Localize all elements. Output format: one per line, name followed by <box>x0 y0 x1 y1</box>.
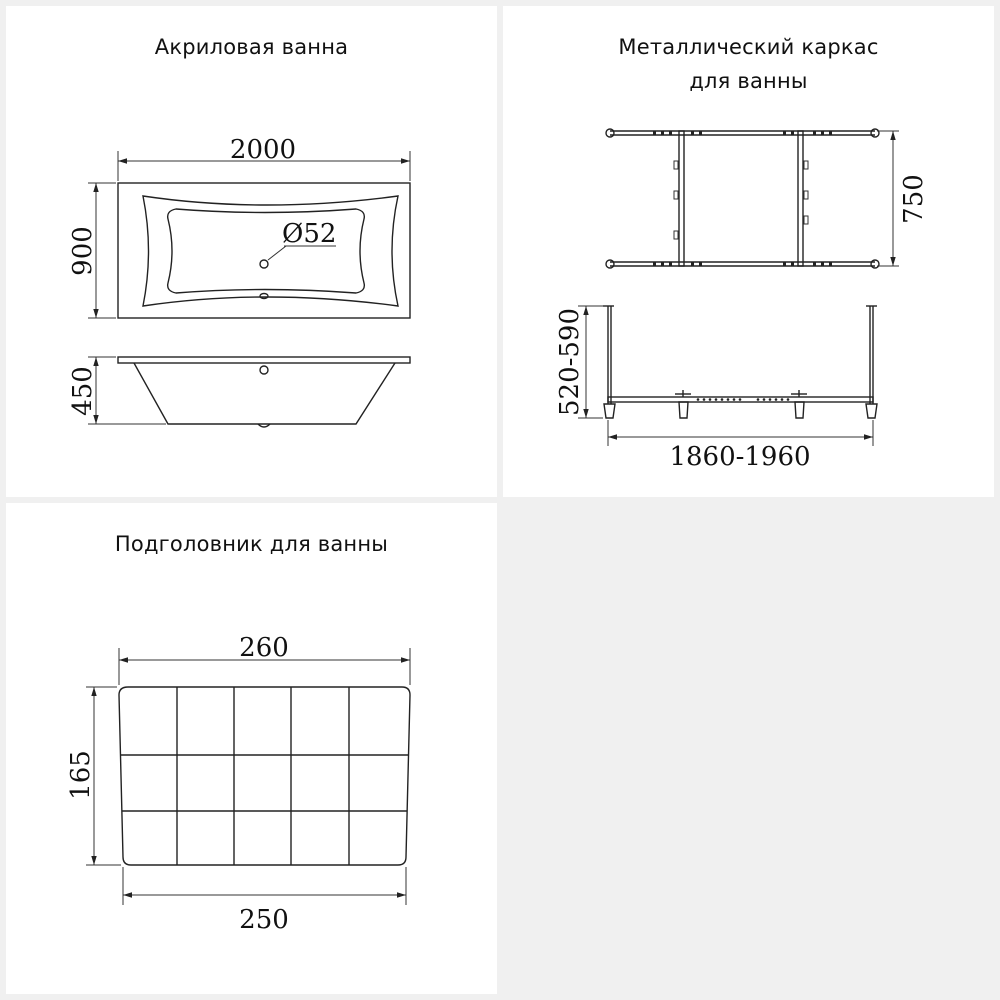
drain-icon <box>260 260 268 268</box>
frame-width-dimension: 750 <box>899 174 929 224</box>
headrest-drawing <box>6 503 497 994</box>
frame-drawing <box>503 6 994 497</box>
headrest-grid <box>121 687 408 865</box>
height-dimension: 450 <box>68 366 98 416</box>
headrest-outline <box>119 687 410 865</box>
bathtub-panel <box>6 6 497 497</box>
headrest-top-dimension: 260 <box>239 633 289 663</box>
frame-foot <box>795 402 804 418</box>
frame-height-dimension: 520-590 <box>555 307 585 417</box>
empty-panel <box>503 503 994 994</box>
frame-crossbar-right <box>798 131 803 266</box>
bathtub-side-body <box>134 363 395 424</box>
headrest-title: Подголовник для ванны <box>114 532 389 556</box>
crossbar-clips <box>674 161 808 239</box>
frame-crossbar-left <box>679 131 684 266</box>
rail-end-cap <box>871 129 879 137</box>
bathtub-drawing <box>6 6 497 497</box>
bathtub-side-rim <box>118 357 410 363</box>
rail-end-cap <box>871 260 879 268</box>
frame-title-line1: Металлический каркас <box>618 35 879 59</box>
headrest-bottom-dimension: 250 <box>239 905 289 935</box>
frame-panel <box>503 6 994 497</box>
overflow-icon <box>260 294 268 299</box>
rail-end-cap <box>606 129 614 137</box>
width-dimension: 900 <box>68 226 98 276</box>
side-overflow-icon <box>260 366 268 374</box>
frame-title-line2: для ванны <box>689 69 808 93</box>
frame-length-dimension: 1860-1960 <box>669 442 811 472</box>
length-dimension: 2000 <box>229 135 297 165</box>
bathtub-top-outline <box>118 183 410 318</box>
frame-foot <box>679 402 688 418</box>
rail-end-cap <box>606 260 614 268</box>
bathtub-title: Акриловая ванна <box>154 35 349 59</box>
drain-dimension: Ø52 <box>282 219 337 249</box>
side-bar-holes <box>697 398 790 401</box>
frame-foot <box>604 404 615 418</box>
frame-foot <box>866 404 877 418</box>
headrest-panel <box>6 503 497 994</box>
headrest-height-dimension: 165 <box>66 750 96 800</box>
